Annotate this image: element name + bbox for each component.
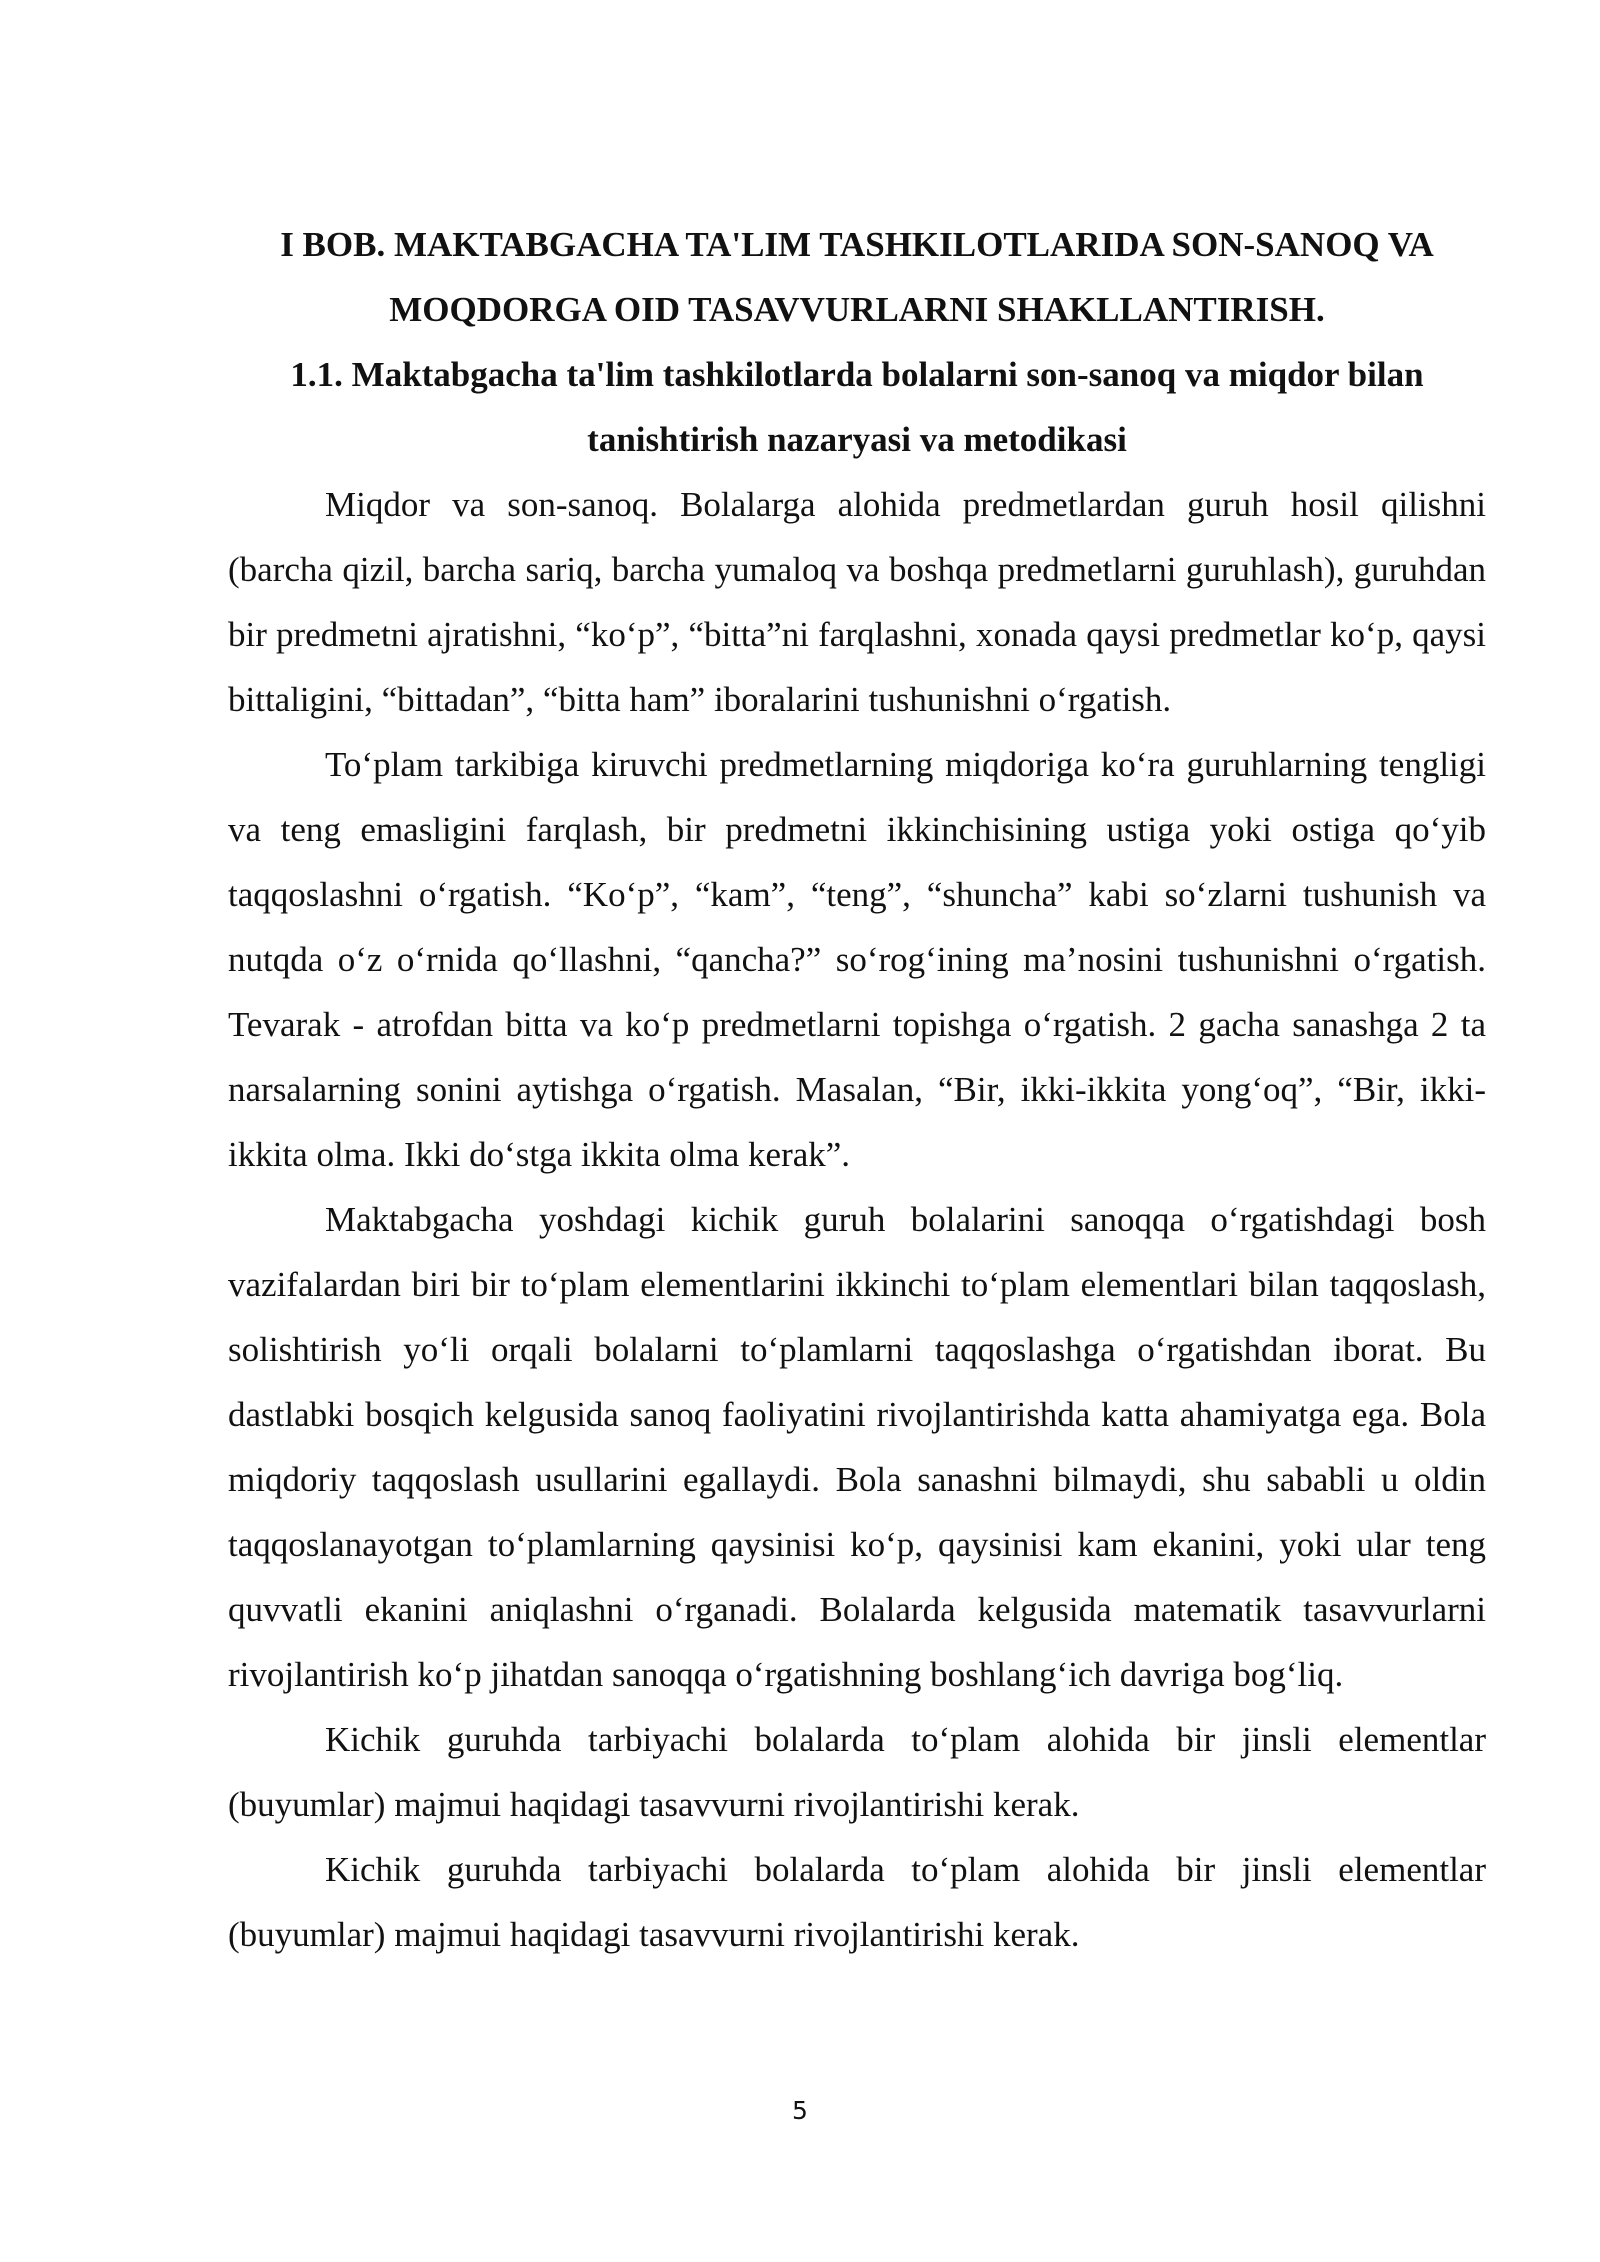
- chapter-title-line-2: MOQDORGA OID TASAVVURLARNI SHAKLLANTIRISH.: [389, 290, 1325, 329]
- section-title-line-2: tanishtirish nazaryasi va metodikasi: [587, 420, 1127, 459]
- paragraph-1: Miqdor va son-sanoq. Bolalarga alohida predmetlardan guruh hosil qilishni (barcha qizil, barcha sariq, barcha yumaloq va boshqa predmetlarni guruhlash), guruhdan bir predmetni ajratishni, “ko‘p”, “bitta”ni farqlashni, xonada qaysi predmetlar ko‘p, qaysi bittaligini, “bittadan”, “bitta ham” iboralarini tushunishni o‘rgatish.: [228, 485, 1486, 719]
- page-content: [228, 212, 1486, 1967]
- paragraph-4: Kichik guruhda tarbiyachi bolalarda to‘plam alohida bir jinsli elementlar (buyumlar) majmui haqidagi tasavvurni rivojlantirishi kerak.: [228, 1720, 1486, 1824]
- paragraph-2: To‘plam tarkibiga kiruvchi predmetlarning miqdoriga ko‘ra guruhlarning tengligi va teng emasligini farqlash, bir predmetni ikkinchisining ustiga yoki ostiga qo‘yib taqqoslashni o‘rgatish. “Ko‘p”, “kam”, “teng”, “shuncha” kabi so‘zlarni tushunish va nutqda o‘z o‘rnida qo‘llashni, “qancha?” so‘rog‘ining ma’nosini tushunishni o‘rgatish. Tevarak - atrofdan bitta va ko‘p predmetlarni topishga o‘rgatish. 2 gacha sanashga 2 ta narsalarning sonini aytishga o‘rgatish. Masalan, “Bir, ikki-ikkita yong‘oq”, “Bir, ikki-ikkita olma. Ikki do‘stga ikkita olma kerak”.: [228, 745, 1486, 1174]
- paragraph-5: Kichik guruhda tarbiyachi bolalarda to‘plam alohida bir jinsli elementlar (buyumlar) majmui haqidagi tasavvurni rivojlantirishi kerak.: [228, 1850, 1486, 1954]
- paragraph-3: Maktabgacha yoshdagi kichik guruh bolalarini sanoqqa o‘rgatishdagi bosh vazifalardan biri bir to‘plam elementlarini ikkinchi to‘plam elementlari bilan taqqoslash, solishtirish yo‘li orqali bolalarni to‘plamlarni taqqoslashga o‘rgatishdan iborat. Bu dastlabki bosqich kelgusida sanoq faoliyatini rivojlantirishda katta ahamiyatga ega. Bola miqdoriy taqqoslash usullarini egallaydi. Bola sanashni bilmaydi, shu sababli u oldin taqqoslanayotgan to‘plamlarning qaysinisi ko‘p, qaysinisi kam ekanini, yoki ular teng quvvatli ekanini aniqlashni o‘rganadi. Bolalarda kelgusida matematik tasavvurlarni rivojlantirish ko‘p jihatdan sanoqqa o‘rgatishning boshlang‘ich davriga bog‘liq.: [228, 1200, 1486, 1694]
- chapter-title-line-1: I BOB. MAKTABGACHA TA'LIM TASHKILOTLARIDA SON-SANOQ VA: [280, 225, 1434, 264]
- section-title-line-1: 1.1. Maktabgacha ta'lim tashkilotlarda bolalarni son-sanoq va miqdor bilan: [290, 355, 1424, 394]
- page-number: 5: [792, 2096, 808, 2125]
